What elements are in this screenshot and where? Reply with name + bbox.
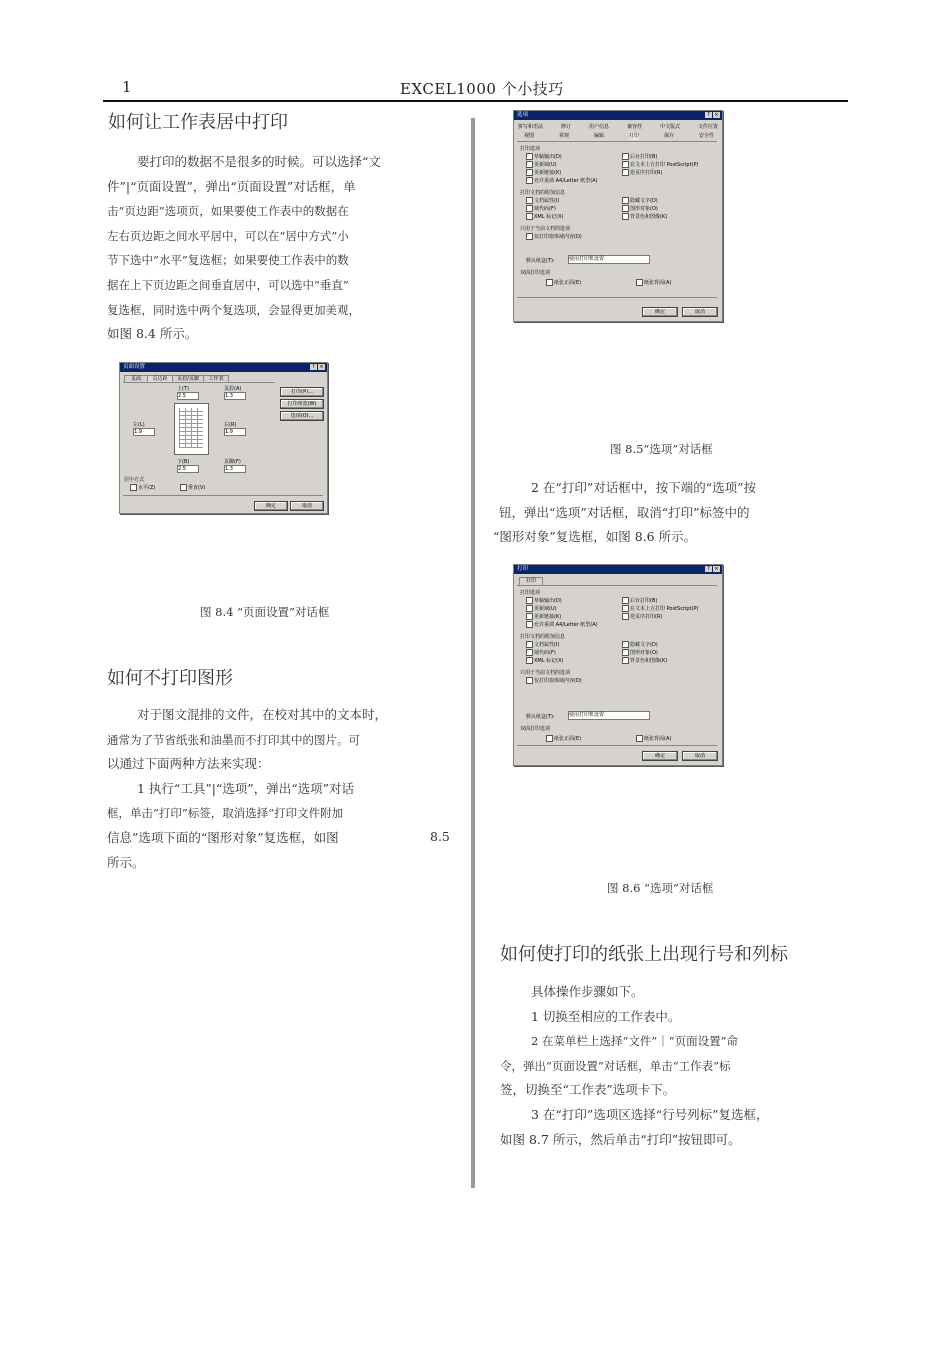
tab: 文件位置 — [697, 124, 718, 130]
print-options-dialog-image — [513, 564, 723, 766]
cancel-button: 取消 — [290, 501, 324, 511]
checkbox — [622, 197, 629, 204]
text-line: 2 在“打印”对话框中，按下端的“选项”按 — [531, 480, 756, 495]
checkbox — [622, 605, 629, 612]
checkbox — [622, 613, 629, 620]
page-number: 1 — [122, 78, 132, 96]
tab: 安全性 — [698, 133, 714, 139]
figure-8-5-caption: 图 8.5“选项”对话框 — [610, 442, 713, 456]
text-line: 复选框，同时选中两个复选项，会显得更加美观， — [107, 302, 360, 317]
tabs-row-1 — [518, 123, 718, 131]
dialog-title: 选项 — [517, 112, 529, 118]
option-label: 更新链接(K) — [534, 170, 562, 176]
text-line: 框，单击“打印”标签，取消选择“打印文件附加 — [107, 806, 344, 821]
tab: 编辑 — [593, 133, 604, 139]
column-divider — [471, 118, 475, 1188]
tray-select: 使用打印机设置 — [568, 711, 650, 720]
tab: 拼写和语法 — [518, 124, 544, 130]
tabs-row-2 — [524, 132, 714, 140]
checkbox — [622, 169, 629, 176]
bottom-label: 下(B) — [177, 459, 190, 465]
checkbox — [526, 169, 533, 176]
figure-ref-number: 8.5 — [430, 829, 450, 844]
group-print-options: 打印选项 — [520, 590, 541, 596]
option-label: 在文本上方打印 PostScript(P) — [630, 162, 699, 168]
option-label: 文档属性(I) — [534, 642, 560, 648]
options-button: 选项(O)... — [280, 411, 324, 421]
tab-margins: 页边距 — [147, 375, 173, 383]
checkbox — [526, 233, 533, 240]
text-line: 以通过下面两种方法来实现： — [107, 756, 270, 772]
option-label: 背景色和图像(K) — [630, 658, 668, 664]
close-icon: × — [319, 364, 324, 370]
section-heading-no-graphics: 如何不打印图形 — [107, 668, 233, 689]
tab-print-active: 打印 — [628, 133, 639, 139]
tray-label: 默认纸盒(T): — [526, 714, 555, 720]
left-margin-label: 左(L) — [133, 422, 145, 428]
option-label: 隐藏文字(D) — [630, 198, 658, 204]
help-icon: ? — [705, 566, 712, 572]
checkbox — [526, 177, 533, 184]
option-label: 纸张正面(E) — [554, 280, 582, 286]
option-label: 后台打印(B) — [630, 598, 658, 604]
option-label: XML 标记(X) — [534, 658, 564, 664]
bottom-margin-field: 2.5 — [177, 465, 199, 473]
option-label: 纸张正面(E) — [554, 736, 582, 742]
horizontal-label: 水平(Z) — [138, 485, 156, 491]
checkbox — [526, 161, 533, 168]
checkbox — [526, 205, 533, 212]
checkbox — [622, 649, 629, 656]
tab-print: 打印 — [519, 577, 543, 585]
text-line: 如图 8.7 所示，然后单击“打印”按钮即可。 — [500, 1131, 741, 1147]
checkbox — [526, 605, 533, 612]
option-label: 文档属性(I) — [534, 198, 560, 204]
top-margin-field: 2.5 — [177, 392, 199, 400]
checkbox — [622, 641, 629, 648]
group-include: 打印文档的附加信息 — [520, 634, 566, 640]
left-margin-field: 1.9 — [133, 428, 155, 436]
vertical-label: 垂直(V) — [188, 485, 206, 491]
checkbox — [622, 597, 629, 604]
section-heading-center-print: 如何让工作表居中打印 — [108, 112, 288, 133]
checkbox — [622, 657, 629, 664]
tab: 中文版式 — [659, 124, 680, 130]
text-line: 1 切换至相应的工作表中。 — [531, 1008, 681, 1024]
page-grid — [179, 408, 203, 448]
text-line: 钮，弹出“选项”对话框，取消“打印”标签中的 — [499, 504, 750, 520]
text-line: 信息”选项下面的“图形对象”复选框，如图 — [107, 829, 339, 845]
option-label: 仅打印窗体域内容(D) — [534, 234, 582, 240]
tray-select: 使用打印机设置 — [568, 255, 650, 264]
footer-label: 页脚(F) — [224, 459, 241, 465]
header-margin-field: 1.3 — [224, 392, 246, 400]
option-label: 逆页序打印(R) — [630, 614, 663, 620]
footer-margin-field: 1.3 — [224, 465, 246, 473]
option-label: 隐藏文字(D) — [630, 642, 658, 648]
group-current-doc: 只用于当前文档的选项 — [520, 226, 571, 232]
text-line: 左右页边距之间水平居中，可以在“居中方式”小 — [107, 228, 349, 243]
close-icon: × — [714, 566, 719, 572]
help-icon: ? — [310, 364, 317, 370]
option-label: 逆页序打印(R) — [630, 170, 663, 176]
text-line: 要打印的数据不是很多的时候。可以选择“文 — [137, 154, 381, 169]
option-label: 更新域(U) — [534, 606, 557, 612]
group-print-options: 打印选项 — [520, 146, 541, 152]
checkbox — [622, 205, 629, 212]
checkbox — [526, 657, 533, 664]
text-line: 签，切换至“工作表”选项卡下。 — [500, 1082, 676, 1098]
option-label: 域代码(F) — [534, 650, 556, 656]
print-button: 打印(P)... — [280, 387, 324, 397]
checkbox — [526, 153, 533, 160]
dialog-title: 页面设置 — [123, 364, 146, 370]
option-label: XML 标记(X) — [534, 214, 564, 220]
ok-button: 确定 — [254, 501, 288, 511]
cancel-button: 取消 — [682, 307, 718, 317]
option-label: 更新链接(K) — [534, 614, 562, 620]
tab-header-footer: 页眉/页脚 — [172, 375, 204, 383]
figure-8-6-caption: 图 8.6 “选项”对话框 — [607, 881, 714, 895]
header-rule — [103, 100, 848, 102]
tab: 保存 — [663, 133, 674, 139]
checkbox — [526, 213, 533, 220]
tab-line — [123, 382, 275, 383]
option-label: 背景色和图像(K) — [630, 214, 668, 220]
group-duplex: 双面打印选项 — [520, 726, 551, 732]
right-margin-field: 1.9 — [224, 428, 246, 436]
checkbox — [636, 735, 643, 742]
checkbox — [526, 613, 533, 620]
text-line: 件”|“页面设置”，弹出“页面设置”对话框，单 — [107, 178, 356, 194]
option-label: 允许重调 A4/Letter 纸型(A) — [534, 622, 598, 628]
text-line: 节下选中“水平”复选框；如果要使工作表中的数 — [107, 253, 349, 268]
tab: 修订 — [560, 124, 571, 130]
checkbox — [526, 649, 533, 656]
checkbox — [622, 153, 629, 160]
tab: 兼容性 — [626, 124, 642, 130]
checkbox — [636, 279, 643, 286]
center-on-page-label: 居中方式 — [124, 477, 145, 483]
option-label: 更新域(U) — [534, 162, 557, 168]
ok-button: 确定 — [642, 307, 678, 317]
tab: 用户信息 — [588, 124, 609, 130]
group-duplex: 双面打印选项 — [520, 270, 551, 276]
option-label: 草稿输出(D) — [534, 154, 562, 160]
text-line: 1 执行“工具”|“选项”，弹出“选项”对话 — [137, 780, 354, 796]
checkbox — [622, 213, 629, 220]
option-label: 域代码(F) — [534, 206, 556, 212]
section2-paragraph — [107, 703, 387, 875]
checkbox — [526, 597, 533, 604]
right-paragraph-2 — [493, 476, 756, 550]
text-line: 通常为了节省纸张和油墨而不打印其中的图片。可 — [107, 732, 360, 747]
horizontal-checkbox — [130, 484, 137, 491]
text-line: 令，弹出“页面设置”对话框，单击“工作表”标 — [500, 1058, 731, 1073]
checkbox — [526, 621, 533, 628]
option-label: 图形对象(O) — [630, 206, 658, 212]
tab-line — [517, 585, 717, 586]
tab-sheet: 工作表 — [203, 375, 229, 383]
group-current-doc: 只用于当前文档的选项 — [520, 670, 571, 676]
checkbox — [622, 161, 629, 168]
tab-line — [517, 141, 717, 142]
dialog-title-bar — [514, 565, 722, 574]
tab: 视图 — [524, 133, 535, 139]
dialog-title: 打印 — [517, 566, 529, 572]
header-margin-label: 页眉(A) — [224, 386, 242, 392]
options-dialog-image — [513, 110, 723, 322]
close-icon: × — [714, 112, 719, 118]
figure-8-4-caption: 图 8.4 “页面设置”对话框 — [200, 605, 330, 619]
checkbox — [526, 677, 533, 684]
option-label: 仅打印窗体域内容(D) — [534, 678, 582, 684]
cancel-button: 取消 — [682, 751, 718, 761]
checkbox — [526, 197, 533, 204]
text-line: 2 在菜单栏上选择“文件”｜“页面设置”命 — [531, 1034, 738, 1049]
ok-button: 确定 — [642, 751, 678, 761]
vertical-checkbox — [180, 484, 187, 491]
right-margin-label: 右(R) — [224, 422, 237, 428]
text-line: 所示。 — [107, 854, 145, 870]
top-label: 上(T) — [177, 386, 189, 392]
option-label: 纸张背面(A) — [644, 280, 672, 286]
print-preview-button: 打印预览(W) — [280, 399, 324, 409]
tray-label: 默认纸盒(T): — [526, 258, 555, 264]
option-label: 在文本上方打印 PostScript(P) — [630, 606, 699, 612]
option-label: 草稿输出(D) — [534, 598, 562, 604]
dialog-title-bar — [514, 111, 722, 120]
text-line: “图形对象”复选框，如图 8.6 所示。 — [493, 529, 697, 545]
checkbox — [546, 735, 553, 742]
page-setup-dialog-image — [119, 362, 328, 514]
text-line: 据在上下页边距之间垂直居中，可以选中“垂直” — [107, 277, 349, 292]
page-preview — [174, 403, 209, 455]
text-line: 如图 8.4 所示。 — [107, 326, 198, 342]
text-line: 3 在“打印”选项区选择“行号列标”复选框， — [531, 1106, 769, 1122]
checkbox — [546, 279, 553, 286]
tab: 常规 — [558, 133, 569, 139]
page-header-title: EXCEL1000 个小技巧 — [400, 80, 564, 98]
tab-page: 页面 — [124, 375, 148, 383]
text-line: 具体操作步骤如下。 — [531, 984, 644, 999]
text-line: 击“页边距”选项页，如果要使工作表中的数据在 — [107, 204, 349, 219]
section3-paragraph — [500, 980, 769, 1152]
option-label: 图形对象(O) — [630, 650, 658, 656]
checkbox — [526, 641, 533, 648]
section1-paragraph — [107, 150, 381, 347]
option-label: 后台打印(B) — [630, 154, 658, 160]
text-line: 对于图文混排的文件，在校对其中的文本时， — [137, 707, 388, 722]
section-heading-row-col-headers: 如何使打印的纸张上出现行号和列标 — [500, 944, 788, 965]
separator — [517, 297, 717, 298]
option-label: 允许重调 A4/Letter 纸型(A) — [534, 178, 598, 184]
separator — [123, 495, 323, 496]
separator — [517, 745, 717, 746]
group-include: 打印文档的附加信息 — [520, 190, 566, 196]
help-icon: ? — [705, 112, 712, 118]
option-label: 纸张背面(A) — [644, 736, 672, 742]
dialog-title-bar — [120, 363, 327, 372]
